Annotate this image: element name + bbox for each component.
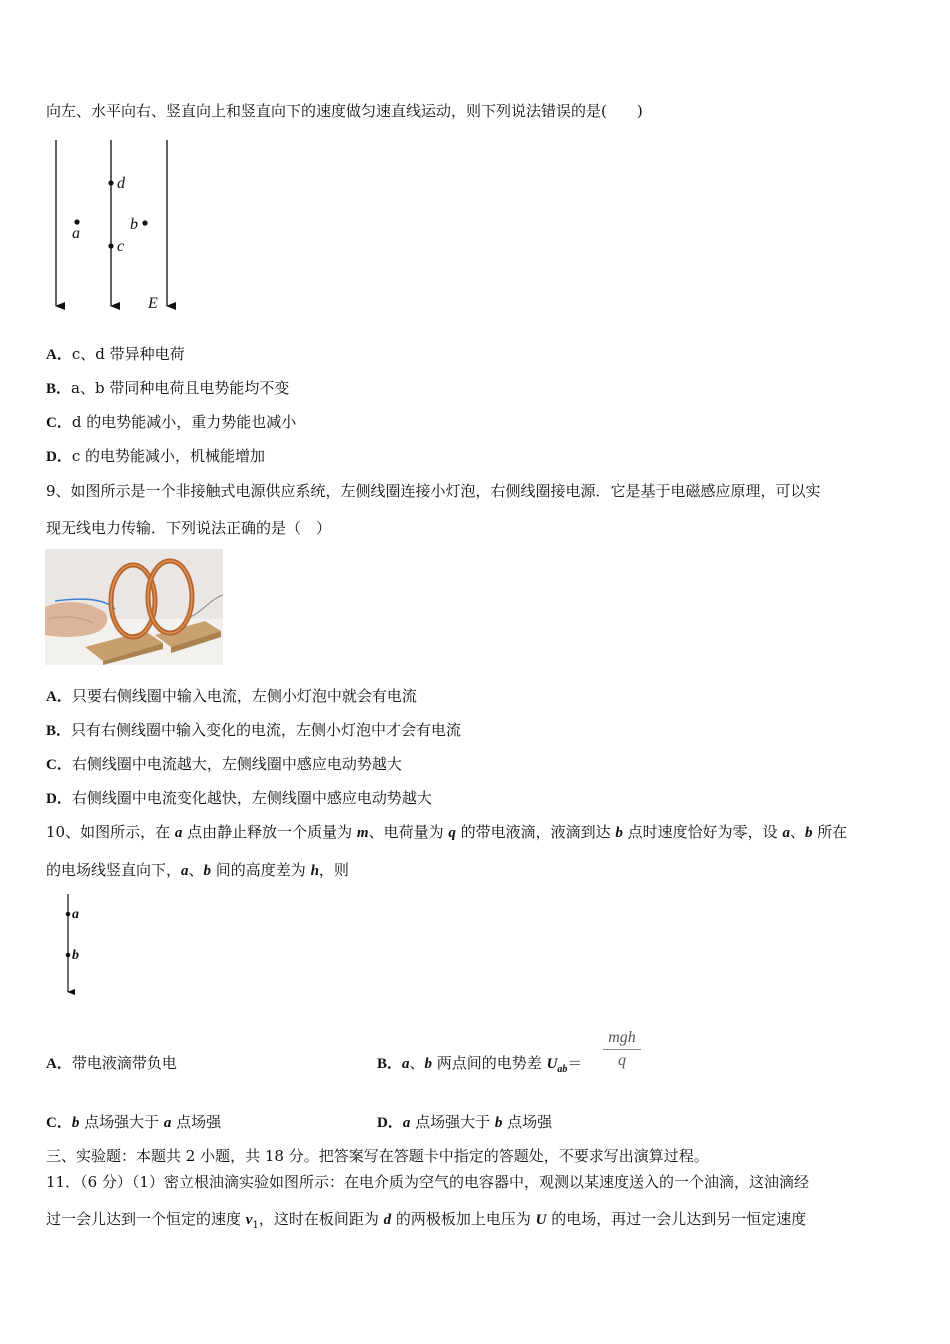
point-b	[142, 220, 147, 225]
q10-field-line-figure	[58, 892, 98, 998]
q10-option-d: D．a 点场强大于 b 点场强	[377, 1113, 553, 1131]
q10-stem-line2: 的电场线竖直向下，a、b 间的高度差为 h，则	[46, 861, 349, 879]
q8-stem-tail: 向左、水平向右、竖直向上和竖直向下的速度做匀速直线运动，则下列说法错误的是( )	[46, 102, 643, 120]
label-E: E	[148, 295, 158, 312]
q9-option-d: D．右侧线圈中电流变化越快，左侧线圈中感应电动势越大	[46, 789, 432, 807]
point-a	[74, 219, 79, 224]
q8-option-c: C．d 的电势能减小，重力势能也减小	[46, 413, 297, 431]
point-d	[108, 180, 113, 185]
q8-electric-field-figure	[44, 134, 184, 314]
q10-point-b	[66, 953, 71, 958]
q9-option-a: A．只要右侧线圈中输入电流，左侧小灯泡中就会有电流	[46, 687, 417, 705]
q10-option-c: C．b 点场强大于 a 点场强	[46, 1113, 222, 1131]
q10-option-a: A．带电液滴带负电	[46, 1054, 177, 1072]
q8-option-b: B．a、b 带同种电荷且电势能均不变	[46, 379, 290, 397]
point-c	[108, 243, 113, 248]
q11-stem-line2: 过一会儿达到一个恒定的速度 $v_1$，这时在板间距为 d 的两极板加上电压为 U 的电场，再过一会儿达到另一恒定速度	[46, 1210, 807, 1231]
q10-label-b: b	[72, 948, 79, 963]
q9-wireless-coils-photo	[45, 549, 223, 665]
label-c: c	[117, 238, 125, 255]
label-a: a	[72, 225, 80, 242]
q10-option-b-fraction: mgh q	[603, 1029, 641, 1070]
label-d: d	[117, 175, 125, 192]
label-b: b	[130, 216, 138, 233]
q9-option-c: C．右侧线圈中电流越大，左侧线圈中感应电动势越大	[46, 755, 402, 773]
q9-option-b: B．只有右侧线圈中输入变化的电流，左侧小灯泡中才会有电流	[46, 721, 462, 739]
q10-label-a: a	[72, 907, 79, 922]
q10-point-a	[66, 912, 71, 917]
q8-option-a: A．c、d 带异种电荷	[46, 345, 185, 363]
q9-stem-line1: 9、如图所示是一个非接触式电源供应系统，左侧线圈连接小灯泡，右侧线圈接电源．它是基于电磁感应原理，可以实	[46, 482, 821, 500]
section-3-heading: 三、实验题：本题共 2 小题，共 18 分。把答案写在答题卡中指定的答题处，不要求写出演算过程。	[46, 1147, 709, 1165]
q8-option-d: D．c 的电势能减小，机械能增加	[46, 447, 266, 465]
q10-option-b: B．a、b 两点间的电势差 $U_{ab}=$	[377, 1054, 583, 1075]
q11-stem-line1: 11．（6 分）（1）密立根油滴实验如图所示：在电介质为空气的电容器中，观测以某速度送入的一个油滴，这油滴经	[46, 1173, 809, 1191]
q9-stem-line2: 现无线电力传输．下列说法正确的是（ ）	[46, 519, 332, 537]
q10-stem-line1: 10、如图所示，在 a 点由静止释放一个质量为 m、电荷量为 q 的带电液滴，液滴到达 b 点时速度恰好为零，设 a、b 所在	[46, 823, 848, 841]
